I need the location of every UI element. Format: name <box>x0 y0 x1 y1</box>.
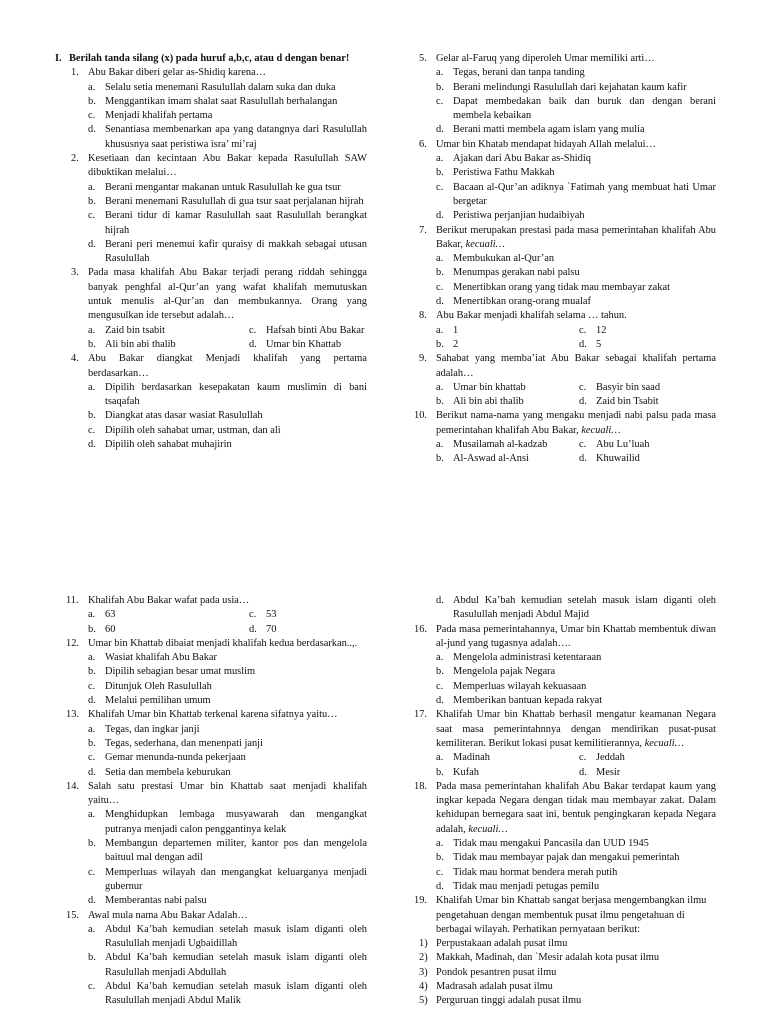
question-3: 3. Pada masa khalifah Abu Bakar terjadi perang riddah sehingga banyak penghfal al-Qur’an yang wafat khalifah memutuskan untuk menulis al-Qur’an dan membukannya. Orang yang mengusulkan ide tersebut adalah… a. Zaid bin tsabit c. Hafsah binti Abu Bakar b. Ali bin abi thalib d. Umar bin Khattab <box>55 266 367 352</box>
question-11: 11. Khalifah Abu Bakar wafat pada usia… a. 63 c. 53 b. 60 d. 70 <box>55 594 367 637</box>
right-column-bottom <box>403 594 716 1009</box>
option-b[interactable]: b. Menumpas gerakan nabi palsu <box>436 267 580 279</box>
option-b[interactable]: b. Membangun departemen militer, kantor pos dan mengelola baituul mal dengan adil <box>88 838 367 864</box>
question-text: Umar bin Khattab dibaiat menjadi khalifah kedua berdasarkan..,. <box>88 637 358 649</box>
question-text: Khalifah Abu Bakar wafat pada usia… <box>88 595 250 606</box>
question-1: 1. Abu Bakar diberi gelar as-Shidiq karena… a. Selalu setia menemani Rasulullah dalam suka dan duka b. Menggantikan imam shalat saat Rasulullah berhalangan c. Menjadi khalifah pertama d. Senantiasa membenarkan apa yang datangnya dari Rasulullah khususnya saat peristiwa isra’ mi’raj <box>55 66 367 152</box>
option-b[interactable]: b. Berani melindungi Rasulullah dari kejahatan kaum kafir <box>436 81 687 93</box>
option-d[interactable]: d. Menertibkan orang-orang mualaf <box>436 296 591 308</box>
option-a[interactable]: a. Wasiat khalifah Abu Bakar <box>88 652 217 664</box>
question-text: Abu Bakar menjadi khalifah selama … tahun. <box>436 310 627 322</box>
option-d[interactable]: d. Berani peri menemui kafir quraisy di makkah sebagai utusan Rasulullah <box>88 238 367 265</box>
option-a[interactable]: a. Ajakan dari Abu Bakar as-Shidiq <box>436 153 591 165</box>
question-text: Abu Bakar diberi gelar as-Shidiq karena… <box>88 67 267 79</box>
option-a[interactable]: Zaid bin tsabit <box>105 324 166 336</box>
question-19: 19. Khalifah Umar bin Khattab sangat berjasa mengembangkan ilmu pengetahuan dengan membentuk pusat ilmu pengetahuan di berbagai wilayah. Perhatikan pernyataan berikut: 1) Perpustakaan adalah pusat ilmu 2) Makkah, Madinah, dan `Mesir adalah kota pusat ilmu 3) Pondok pesantren pusat ilmu 4) Madrasah adalah pusat ilmu 5) Perguruan tinggi adalah pusat ilmu <box>403 894 716 1008</box>
question-text: Khalifah Umar bin Khattab berhasil mengatur keamanan Negara saat masa pemerintahnnya dengan mendirikan pusat-pusat kemiliteran. Berikut lokasi pusat kemilitierannya, <box>436 709 716 749</box>
option-b[interactable]: b. Abdul Ka’bah kemudian setelah masuk islam diganti oleh Rasulullah menjadi Abdullah <box>88 952 367 978</box>
option-c[interactable]: c. Dipilih oleh sahabat umar, ustman, dan ali <box>88 424 281 436</box>
option-d[interactable]: d. Setia dan membela keburukan <box>88 766 231 778</box>
option-c[interactable]: c. Bacaan al-Qur’an adiknya `Fatimah yang membuat hati Umar bergetar <box>436 181 716 207</box>
question-text: Umar bin Khatab mendapat hidayah Allah melalui… <box>436 138 656 150</box>
option-a[interactable]: Madinah <box>453 752 490 764</box>
option-d[interactable]: Umar bin Khattab <box>266 338 342 350</box>
option-b[interactable]: b. Peristiwa Fathu Makkah <box>436 167 555 179</box>
option-c[interactable]: c. Tidak mau hormat bendera merah putih <box>436 866 618 878</box>
option-d[interactable]: d. Memberikan bantuan kepada rakyat <box>436 695 603 707</box>
option-b[interactable]: Kufah <box>453 766 479 778</box>
statement-2: 2) Makkah, Madinah, dan `Mesir adalah kota pusat ilmu <box>419 952 660 964</box>
question-4: 4. Abu Bakar diangkat Menjadi khalifah yang pertama berdasarkan… a. Dipilih berdasarkan kesepakatan kaum muslimin di bani tsaqafah b. Diangkat atas dasar wasiat Rasulullah c. Dipilih oleh sahabat umar, ustman, dan ali d. Dipilih oleh sahabat muhajirin <box>55 352 367 452</box>
option-a[interactable]: 63 <box>105 609 116 621</box>
question-text: Kesetiaan dan kecintaan Abu Bakar kepada Rasulullah SAW dibuktikan melalui… <box>88 153 367 179</box>
question-5: 5. Gelar al-Faruq yang diperoleh Umar memiliki arti… a. Tegas, berani dan tanpa tanding b. Berani melindungi Rasulullah dari kejahatan kaum kafir c. Dapat membedakan baik dan buruk dan dengan berani membela kebaikan d. Berani matti membela agam islam yang mulia <box>403 52 716 138</box>
option-b[interactable]: b. Mengelola pajak Negara <box>436 666 556 678</box>
option-b[interactable]: b. Berani menemani Rasulullah di gua tsur saat perjalanan hijrah <box>88 195 364 207</box>
option-c[interactable]: c. Memperluas wilayah dan mengangkat keluarganya menjadi gubernur <box>88 866 367 892</box>
option-c[interactable]: Abu Lu’luah <box>596 439 650 451</box>
option-a[interactable]: a. Tegas, berani dan tanpa tanding <box>436 67 585 79</box>
option-d[interactable]: d. Berani matti membela agam islam yang mulia <box>436 124 645 136</box>
option-a[interactable]: 1 <box>453 324 459 336</box>
option-b[interactable]: 60 <box>105 623 116 635</box>
question-10: 10. Berikut nama-nama yang mengaku menjadi nabi palsu pada masa pemerintahan khalifah Abu Bakar, kecuali… a. Musailamah al-kadzab c. Abu Lu’luah b. Al-Aswad al-Ansi d. Khuwailid <box>403 409 716 466</box>
question-text: Pada masa khalifah Abu Bakar terjadi perang riddah sehingga banyak penghfal al-Qur’an yang wafat khalifah memutuskan untuk menulis al-Qur’an dan membukannya. Orang yang mengusulkan ide tersebut adalah… <box>88 267 367 322</box>
question-text: Salah satu prestasi Umar bin Khattab saat menjadi khalifah yaitu… <box>88 780 367 807</box>
option-d[interactable]: d. Senantiasa membenarkan apa yang datangnya dari Rasulullah khususnya saat peristiwa isra’ mi’raj <box>88 124 367 150</box>
statement-1: 1) Perpustakaan adalah pusat ilmu <box>419 938 568 950</box>
option-c[interactable]: 12 <box>596 324 607 336</box>
option-c[interactable]: Hafsah binti Abu Bakar <box>266 324 365 336</box>
option-a[interactable]: a. Dipilih berdasarkan kesepakatan kaum muslimin di bani tsaqafah <box>88 381 367 408</box>
question-text: Abu Bakar diangkat Menjadi khalifah yang pertama berdasarkan… <box>88 353 367 379</box>
question-text: Pada masa pemerintahannya, Umar bin Khattab membentuk diwan al-jund yang tugasnya adalah…. <box>436 623 716 649</box>
question-14: 14. Salah satu prestasi Umar bin Khattab saat menjadi khalifah yaitu… a. Menghidupkan lembaga musyawarah dan mengangkat putranya menjadi calon penggantinya kelak b. Membangun departemen militer, kantor pos dan mengelola baituul mal dengan adil c. Memperluas wilayah dan mengangkat keluarganya menjadi gubernur d. Memberantas nabi palsu <box>55 780 367 909</box>
option-b[interactable]: Ali bin abi thalib <box>105 338 176 350</box>
option-b[interactable]: b. Tegas, sederhana, dan menenpati janji <box>88 737 263 749</box>
option-a[interactable]: a. Tegas, dan ingkar janji <box>88 723 200 735</box>
option-a[interactable]: a. Menghidupkan lembaga musyawarah dan mengangkat putranya menjadi calon penggantinya kelak <box>88 809 367 835</box>
question-13: 13. Khalifah Umar bin Khattab terkenal karena sifatnya yaitu… a. Tegas, dan ingkar janji b. Tegas, sederhana, dan menenpati janji c. Gemar menunda-nunda pekerjaan d. Setia dan membela keburukan <box>55 708 367 779</box>
option-c[interactable]: c. Ditunjuk Oleh Rasulullah <box>88 680 212 692</box>
question-15-continued <box>403 594 716 623</box>
question-text: Awal mula nama Abu Bakar Adalah… <box>88 909 248 921</box>
option-c[interactable]: c. Berani tidur di kamar Rasulullah saat Rasulullah berangkat hijrah <box>88 210 367 236</box>
exception-word: kecuali… <box>468 823 508 835</box>
option-b[interactable]: b. Dipilih sebagian besar umat muslim <box>88 666 256 678</box>
exception-word: kecuali… <box>644 737 684 749</box>
option-d[interactable]: 70 <box>266 623 277 635</box>
statement-3: 3) Pondok pesantren pusat ilmu <box>419 966 557 978</box>
option-c[interactable]: 53 <box>266 609 277 621</box>
option-c[interactable]: c. Dapat membedakan baik dan buruk dan dengan berani membela kebaikan <box>436 95 716 122</box>
question-text: Sahabat yang memba’iat Abu Bakar sebagai khalifah pertama adalah… <box>436 353 716 379</box>
option-c[interactable]: Jeddah <box>596 752 625 764</box>
option-d[interactable]: d. Tidak mau menjadi petugas pemilu <box>436 880 600 892</box>
option-d[interactable]: d. Dipilih oleh sahabat muhajirin <box>88 439 232 451</box>
question-7: 7. Berikut merupakan prestasi pada masa pemerintahan khalifah Abu Bakar, kecuali… a. Membukukan al-Qur’an b. Menumpas gerakan nabi palsu c. Menertibkan orang yang tidak mau membayar zakat d. Menertibkan orang-orang mualaf <box>403 224 716 310</box>
question-text: Berikut merupakan prestasi pada masa pemerintahan khalifah Abu Bakar, <box>436 224 716 250</box>
left-column-top <box>55 52 367 452</box>
question-15: 15. Awal mula nama Abu Bakar Adalah… a. Abdul Ka’bah kemudian setelah masuk islam diganti oleh Rasulullah menjadi Ugbaidillah b. Abdul Ka’bah kemudian setelah masuk islam diganti oleh Rasulullah menjadi Abdullah c. Abdul Ka’bah kemudian setelah masuk islam diganti oleh Rasulullah menjadi Abdul Malik <box>55 909 367 1009</box>
question-9: 9. Sahabat yang memba’iat Abu Bakar sebagai khalifah pertama adalah… a. Umar bin khattab c. Basyir bin saad b. Ali bin abi thalib d. Zaid bin Tsabit <box>403 352 716 409</box>
option-c[interactable]: Basyir bin saad <box>596 381 661 393</box>
option-d[interactable]: d. Peristiwa perjanjian hudaibiyah <box>436 210 585 222</box>
option-d[interactable]: d. Memberantas nabi palsu <box>88 895 207 907</box>
option-a[interactable]: a. Selalu setia menemani Rasulullah dalam suka dan duka <box>88 81 336 93</box>
option-c[interactable]: c. Menjadi khalifah pertama <box>88 110 213 122</box>
option-c[interactable]: c. Menertibkan orang yang tidak mau membayar zakat <box>436 281 670 293</box>
option-a[interactable]: a. Tidak mau mengakui Pancasila dan UUD 1945 <box>436 838 649 850</box>
section-header: I. Berilah tanda silang (x) pada huruf a,b,c, atau d dengan benar! <box>55 53 350 64</box>
option-a[interactable]: a. Membukukan al-Qur’an <box>436 253 555 265</box>
question-text: Berikut nama-nama yang mengaku menjadi nabi palsu pada masa pemerintahan khalifah Abu Bakar, <box>436 410 716 436</box>
option-b[interactable]: b. Menggantikan imam shalat saat Rasulullah berhalangan <box>88 95 338 107</box>
option-a[interactable]: a. Abdul Ka’bah kemudian setelah masuk islam diganti oleh Rasulullah menjadi Ugbaidillah <box>88 923 367 950</box>
option-c[interactable]: c. Gemar menunda-nunda pekerjaan <box>88 752 246 764</box>
question-2: 2. Kesetiaan dan kecintaan Abu Bakar kepada Rasulullah SAW dibuktikan melalui… a. Berani mengantar makanan untuk Rasulullah ke gua tsur b. Berani menemani Rasulullah di gua tsur saat perjalanan hijrah c. Berani tidur di kamar Rasulullah saat Rasulullah berangkat hijrah d. Berani peri menemui kafir quraisy di makkah sebagai utusan Rasulullah <box>55 152 367 266</box>
question-8: 8. Abu Bakar menjadi khalifah selama … tahun. a. 1 c. 12 b. 2 d. 5 <box>403 309 716 352</box>
question-text: Khalifah Umar bin Khattab sangat berjasa mengembangkan ilmu pengetahuan dengan membentuk pusat ilmu pengetahuan di berbagai wilayah. Perhatikan pernyataan berikut: <box>436 895 707 935</box>
option-d[interactable]: 5 <box>596 338 602 350</box>
option-d[interactable]: d. Melalui pemilihan umum <box>88 695 211 707</box>
statement-5: 5) Perguruan tinggi adalah pusat ilmu <box>419 995 582 1007</box>
option-d[interactable]: d. Abdul Ka’bah kemudian setelah masuk islam diganti oleh Rasulullah menjadi Abdul Majid <box>436 595 716 621</box>
question-17: 17. Khalifah Umar bin Khattab berhasil mengatur keamanan Negara saat masa pemerintahnnya dengan mendirikan pusat-pusat kemiliteran. Berikut lokasi pusat kemilitierannya, kecuali… a. Madinah c. Jeddah b. Kufah d. Mesir <box>403 708 716 779</box>
option-d[interactable]: Mesir <box>596 766 621 778</box>
option-b[interactable]: b. Diangkat atas dasar wasiat Rasulullah <box>88 410 263 422</box>
option-c[interactable]: c. Memperluas wilayah kekuasaan <box>436 680 587 692</box>
option-d[interactable]: Zaid bin Tsabit <box>596 396 659 408</box>
exception-word: kecuali… <box>465 238 505 250</box>
option-d[interactable]: Khuwailid <box>596 453 640 465</box>
option-b[interactable]: b. Tidak mau membayar pajak dan mengakui pemerintah <box>436 852 680 864</box>
option-a[interactable]: a. Mengelola administrasi ketentaraan <box>436 652 602 664</box>
question-18: 18. Pada masa pemerintahan khalifah Abu Bakar terdapat kaum yang ingkar kepada Negara dengan tidak mau membayar zakat. Dalam kehidupan bernegara saat ini, bentuk pengingkaran kepada Negara adalah, kecuali… a. Tidak mau mengakui Pancasila dan UUD 1945 b. Tidak mau membayar pajak dan mengakui pemerintah c. Tidak mau hormat bendera merah putih d. Tidak mau menjadi petugas pemilu <box>403 780 716 894</box>
option-a[interactable]: Musailamah al-kadzab <box>453 439 548 451</box>
right-column-top <box>403 52 716 467</box>
question-text: Gelar al-Faruq yang diperoleh Umar memiliki arti… <box>436 53 655 64</box>
left-column-bottom <box>55 594 367 1009</box>
question-16: 16. Pada masa pemerintahannya, Umar bin Khattab membentuk diwan al-jund yang tugasnya adalah…. a. Mengelola administrasi ketentaraan b. Mengelola pajak Negara c. Memperluas wilayah kekuasaan d. Memberikan bantuan kepada rakyat <box>403 623 716 709</box>
option-a[interactable]: Umar bin khattab <box>453 381 526 393</box>
option-b[interactable]: Al-Aswad al-Ansi <box>453 453 529 465</box>
option-b[interactable]: Ali bin abi thalib <box>453 396 524 408</box>
question-text: Khalifah Umar bin Khattab terkenal karena sifatnya yaitu… <box>88 709 338 721</box>
statement-4: 4) Madrasah adalah pusat ilmu <box>419 981 553 993</box>
question-text: Pada masa pemerintahan khalifah Abu Bakar terdapat kaum yang ingkar kepada Negara dengan tidak mau membayar zakat. Dalam kehidupan bernegara saat ini, bentuk pengingkaran kepada Negara adalah, <box>436 780 716 835</box>
exception-word: kecuali… <box>581 424 621 436</box>
option-a[interactable]: a. Berani mengantar makanan untuk Rasulullah ke gua tsur <box>88 181 341 193</box>
question-12: 12. Umar bin Khattab dibaiat menjadi khalifah kedua berdasarkan..,. a. Wasiat khalifah Abu Bakar b. Dipilih sebagian besar umat muslim c. Ditunjuk Oleh Rasulullah d. Melalui pemilihan umum <box>55 637 367 708</box>
question-6: 6. Umar bin Khatab mendapat hidayah Allah melalui… a. Ajakan dari Abu Bakar as-Shidiq b. Peristiwa Fathu Makkah c. Bacaan al-Qur’an adiknya `Fatimah yang membuat hati Umar bergetar d. Peristiwa perjanjian hudaibiyah <box>403 138 716 224</box>
instruction: Berilah tanda silang (x) pada huruf a,b,c, atau d dengan benar! <box>69 53 350 64</box>
option-c[interactable]: c. Abdul Ka’bah kemudian setelah masuk islam diganti oleh Rasulullah menjadi Abdul Malik <box>88 981 367 1007</box>
option-b[interactable]: 2 <box>453 338 459 350</box>
